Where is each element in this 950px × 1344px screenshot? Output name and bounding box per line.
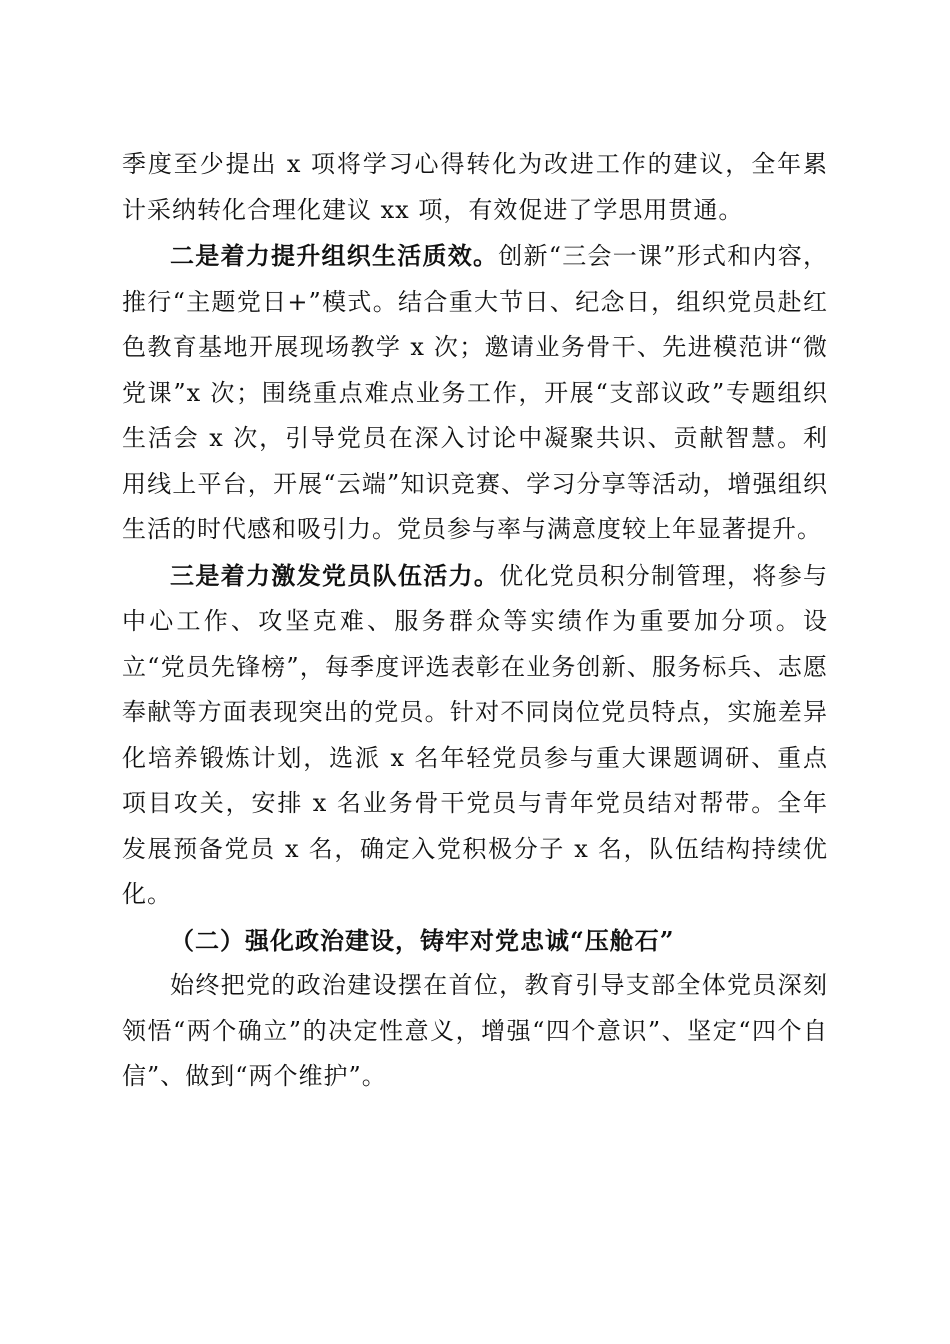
paragraph-body: 创新“三会一课”形式和内容，推行“主题党日+”模式。结合重大节日、纪念日，组织党员赴红色教育基地开展现场教学 x 次；邀请业务骨干、先进模范讲“微党课”x 次；围绕重点难点业务工作，开展“支部议政”专题组织生活会 x 次，引导党员在深入讨论中凝聚共识、贡献智慧。利用线上平台，开展“云端”知识竞赛、学习分享等活动，增强组织生活的时代感和吸引力。党员参与率与满意度较上年显著提升。 [122, 242, 828, 543]
document-page [122, 142, 828, 1100]
paragraph-political-building: 始终把党的政治建设摆在首位，教育引导支部全体党员深刻领悟“两个确立”的决定性意义，增强“四个意识”、坚定“四个自信”、做到“两个维护”。 [122, 971, 828, 1090]
paragraph-lead: 三是着力激发党员队伍活力。 [170, 560, 500, 590]
paragraph-body: 优化党员积分制管理，将参与中心工作、攻坚克难、服务群众等实绩作为重要加分项。设立“党员先锋榜”，每季度评选表彰在业务创新、服务标兵、志愿奉献等方面表现突出的党员。针对不同岗位党员特点，实施差异化培养锻炼计划，选派 x 名年轻党员参与重大课题调研、重点项目攻关，安排 x 名业务骨干党员与青年党员结对帮带。全年发展预备党员 x 名，确定入党积极分子 x 名，队伍结构持续优化。 [122, 561, 829, 908]
paragraph-lead: 二是着力提升组织生活质效。 [170, 241, 499, 270]
paragraph-member-vitality [122, 553, 828, 918]
paragraph-organization-life [122, 233, 828, 553]
continuation-paragraph: 季度至少提出 x 项将学习心得转化为改进工作的建议，全年累计采纳转化合理化建议 xx 项，有效促进了学思用贯通。 [122, 150, 828, 224]
section-heading: （二）强化政治建设，铸牢对党忠诚“压舱石” [170, 925, 675, 955]
